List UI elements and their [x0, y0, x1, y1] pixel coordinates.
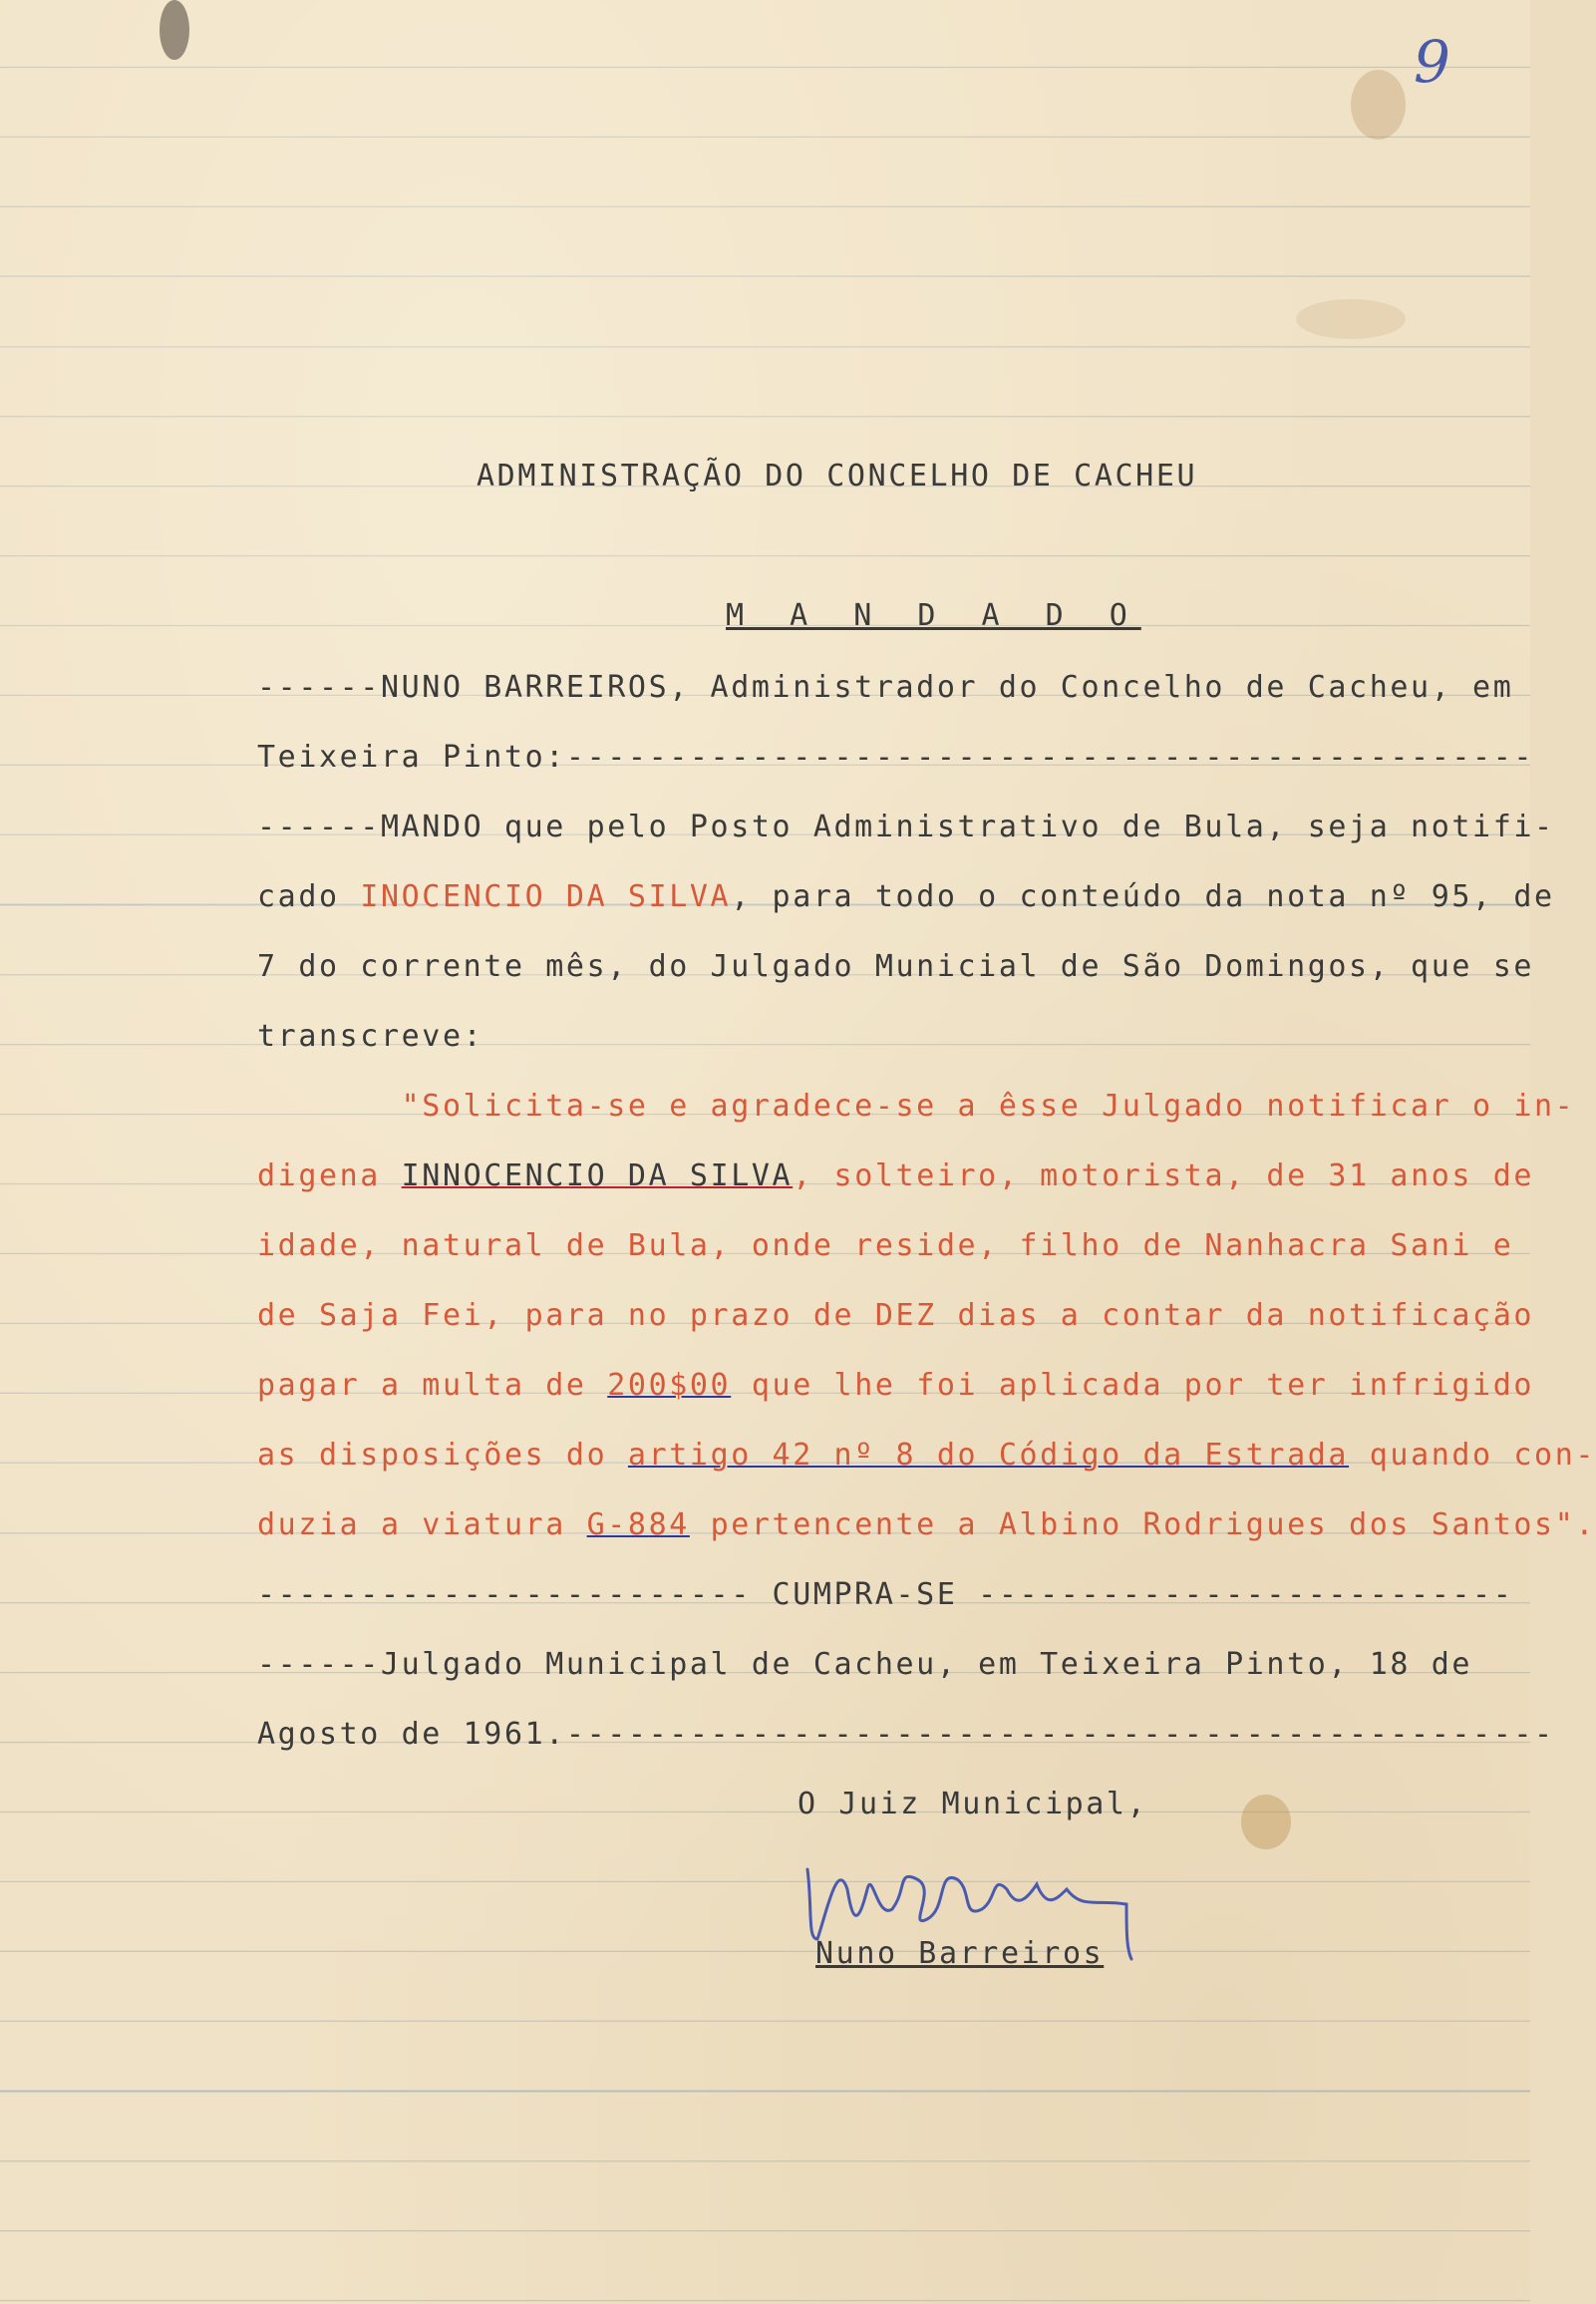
paper-stain — [160, 0, 189, 60]
law-article: artigo 42 nº 8 do Código da Estrada — [627, 1438, 1350, 1473]
cumpra-se-line: ------------------------ CUMPRA-SE -------------------------- — [257, 1577, 1514, 1612]
signatory-name: Nuno Barreiros — [815, 1936, 1105, 1971]
paper-stain — [1241, 1795, 1291, 1849]
quote-line-2-post: , solteiro, motorista, de 31 anos de — [793, 1158, 1535, 1193]
body-line-4 — [257, 879, 1555, 915]
body-line-3: ------MANDO que pelo Posto Administrativo de Bula, seja notifi- — [257, 810, 1555, 844]
body-line-1: ------NUNO BARREIROS, Administrador do Concelho de Cacheu, em — [257, 670, 1514, 705]
quote-line-1: "Solicita-se e agradece-se a êsse Julgado notificar o in- — [257, 1089, 1576, 1124]
fine-amount: 200$00 — [607, 1368, 732, 1403]
quote-line-6-post: quando con- — [1349, 1438, 1596, 1473]
office-heading: ADMINISTRAÇÃO DO CONCELHO DE CACHEU — [477, 459, 1198, 494]
body-line-4-pre: cado — [257, 879, 361, 914]
body-line-2: Teixeira Pinto:----------------------------------------------- — [257, 740, 1535, 775]
quote-line-2 — [257, 1158, 1534, 1194]
paper-stain — [1296, 299, 1406, 339]
body-line-6: transcreve: — [257, 1019, 484, 1054]
quote-line-7 — [257, 1507, 1596, 1543]
quoted-person-name: INNOCENCIO DA SILVA — [401, 1158, 794, 1193]
closing-line-2: Agosto de 1961.------------------------------------------------ — [257, 1717, 1555, 1752]
quote-line-5 — [257, 1368, 1534, 1404]
closing-line-1: ------Julgado Municipal de Cacheu, em Teixeira Pinto, 18 de — [257, 1647, 1473, 1682]
notified-person-name: INOCENCIO DA SILVA — [360, 879, 732, 914]
paper-stain — [1351, 70, 1406, 140]
document-title: M A N D A D O — [726, 598, 1141, 633]
quote-line-7-pre: duzia a viatura — [257, 1507, 587, 1542]
quote-line-6 — [257, 1438, 1596, 1474]
quote-line-3: idade, natural de Bula, onde reside, filho de Nanhacra Sani e — [257, 1228, 1514, 1263]
quote-line-4: de Saja Fei, para no prazo de DEZ dias a contar da notificação — [257, 1298, 1535, 1333]
quote-line-6-pre: as disposições do — [257, 1438, 628, 1473]
page-number: 9 — [1414, 28, 1450, 96]
body-line-4-post: , para todo o conteúdo da nota nº 95, de — [731, 879, 1555, 914]
quote-line-5-post: que lhe foi aplicada por ter infrigido — [731, 1368, 1535, 1403]
quote-line-2-pre: digena — [257, 1158, 402, 1193]
quote-line-5-pre: pagar a multa de — [257, 1368, 608, 1403]
body-line-5: 7 do corrente mês, do Julgado Municial de São Domingos, que se — [257, 949, 1535, 984]
vehicle-plate: G-884 — [586, 1507, 690, 1542]
quote-line-7-post: pertencente a Albino Rodrigues dos Santos". — [689, 1507, 1596, 1542]
signatory-role: O Juiz Municipal, — [798, 1787, 1148, 1821]
